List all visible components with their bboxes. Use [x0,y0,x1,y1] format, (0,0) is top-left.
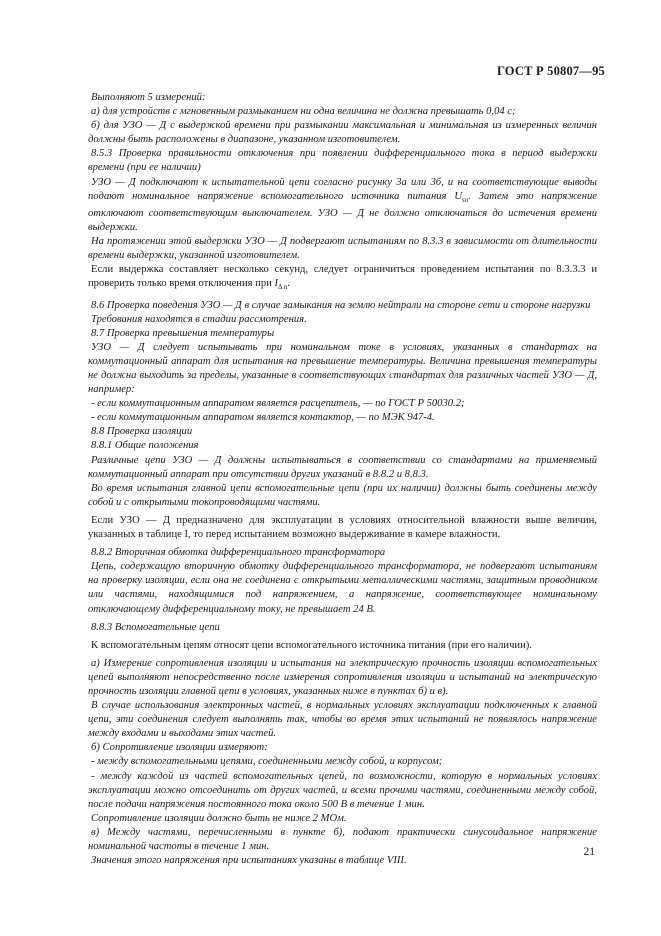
paragraph: а) Измерение сопротивления изоляции и испытания на электрическую прочность изоляции вспомогательных цепей выполняют непосредственно после измерения сопротивления изоляции и испытаний на электрическую прочность изоляции главной цепи в условиях, указанных ниже в пунктах б) и в). [88,657,597,697]
document-code: ГОСТ Р 50807—95 [496,64,605,78]
body-text [88,91,597,868]
paragraph: в) Между частями, перечисленными в пункте б), подают практически синусоидальное напряжение номинальной частоты в течение 1 мин. [88,826,597,852]
paragraph: Цепь, содержащую вторичную обмотку дифференциального трансформатора, не подвергают испытаниям на проверку изоляции, если она не соединена с открытыми металлическими частями, защитным проводником или частями, находящимися под напряжением, а напряжение, соответствующее номинальному отключающему дифференциальному току, не превышает 24 В. [88,561,597,615]
list-item: - между каждой из частей вспомогательных цепей, по возможности, которую в нормальных условиях эксплуатации можно отсоединить от других частей, и всеми прочими частями, соединенными между собой, после подачи напряжения постоянного тока около 500 В в течение 1 мин. [88,770,597,810]
list-item: - если коммутационным аппаратом является контактор, — по МЭК 947-4. [91,412,435,424]
paragraph: Сопротивление изоляции должно быть не ниже 2 МОм. [91,812,347,824]
list-item: - между вспомогательными цепями, соединенными между собой, и корпусом; [91,756,443,768]
paragraph: Если УЗО — Д предназначено для эксплуатации в условиях относительной влажности выше величин, указанных в таблице I, то перед испытанием возможно выдерживание в камере влажности. [88,514,597,541]
section-heading: 8.8 Проверка изоляции [91,426,193,438]
paragraph: УЗО — Д следует испытывать при номинальном токе в условиях, указанных в стандартах на коммутационный аппарат для испытания на превышение температуры. Величина превышения температуры не должна выходить за пределы, указанные в соответствующих стандартах для различных частей УЗО — Д, например: [88,341,597,396]
paragraph: На протяжении этой выдержки УЗО — Д подвергают испытаниям по 8.3.3 в зависимости от длительности времени выдержки, указанной изготовителем. [88,236,597,262]
section-heading: 8.7 Проверка превышения температуры [91,327,275,339]
section-heading: 8.6 Проверка поведения УЗО — Д в случае замыкания на землю нейтрали на стороне сети и стороне нагрузки [91,299,591,311]
paragraph: Выполняют 5 измерений: [91,92,206,103]
paragraph: В случае использования электронных частей, в нормальных условиях эксплуатации подключенных к главной цепи, эти соединения следует выполнять так, чтобы во время этих испытаний не появлялось напряжение между входами и выходами этих частей. [88,700,597,740]
paragraph: Значения этого напряжения при испытаниях указаны в таблице VIII. [91,855,407,867]
paragraph: а) для устройств с мгновенным размыканием ни одна величина не должна превышать 0,04 с; [91,106,516,118]
paragraph: УЗО — Д подключают к испытательной цепи согласно рисунку 3а или 3б, и на соответствующие выводы подают номинальное напряжение вспомогательного источника питания $U_{sn}$. Затем это напряжение отключают соответствующим выключателем. УЗО — Д не должно отключаться до истечения времени выдержки. [88,176,597,233]
section-heading: 8.8.2 Вторичная обмотка дифференциального трансформатора [91,547,386,559]
list-item: - если коммутационным аппаратом является расцепитель, — по ГОСТ Р 50030.2; [91,398,465,410]
section-heading: 8.5.3 Проверка правильности отключения при появлении дифференциального тока в период выдержки времени (при ее наличии) [88,148,597,174]
page-number: 21 [583,846,595,858]
paragraph: Если выдержка составляет несколько секунд, следует ограничиться проведением испытания по 8.3.3.3 и проверить только время отключения при $I_{\Delta n}$. [88,264,597,292]
paragraph: К вспомогательным цепям относят цепи вспомогательного источника питания (при его наличии). [91,639,532,651]
paragraph: б) Сопротивление изоляции измеряют: [91,742,268,754]
section-heading: 8.8.3 Вспомогательные цепи [91,621,220,633]
paragraph: Во время испытания главной цепи вспомогательные цепи (при их наличии) должны быть соединены между собой и с открытыми токопроводящими частями. [88,482,597,508]
paragraph: Различные цепи УЗО — Д должны испытываться в соответствии со стандартами на применяемый коммутационный аппарат при отсутствии других указаний в 8.8.2 и 8.8.3. [88,454,597,480]
paragraph: Требования находятся в стадии рассмотрения. [91,313,307,325]
paragraph: б) для УЗО — Д с выдержкой времени при размыкании максимальная и минимальная из измеренных величин должны быть расположены в диапазоне, указанном изготовителем. [88,120,597,146]
section-heading: 8.8.1 Общие положения [91,440,199,452]
